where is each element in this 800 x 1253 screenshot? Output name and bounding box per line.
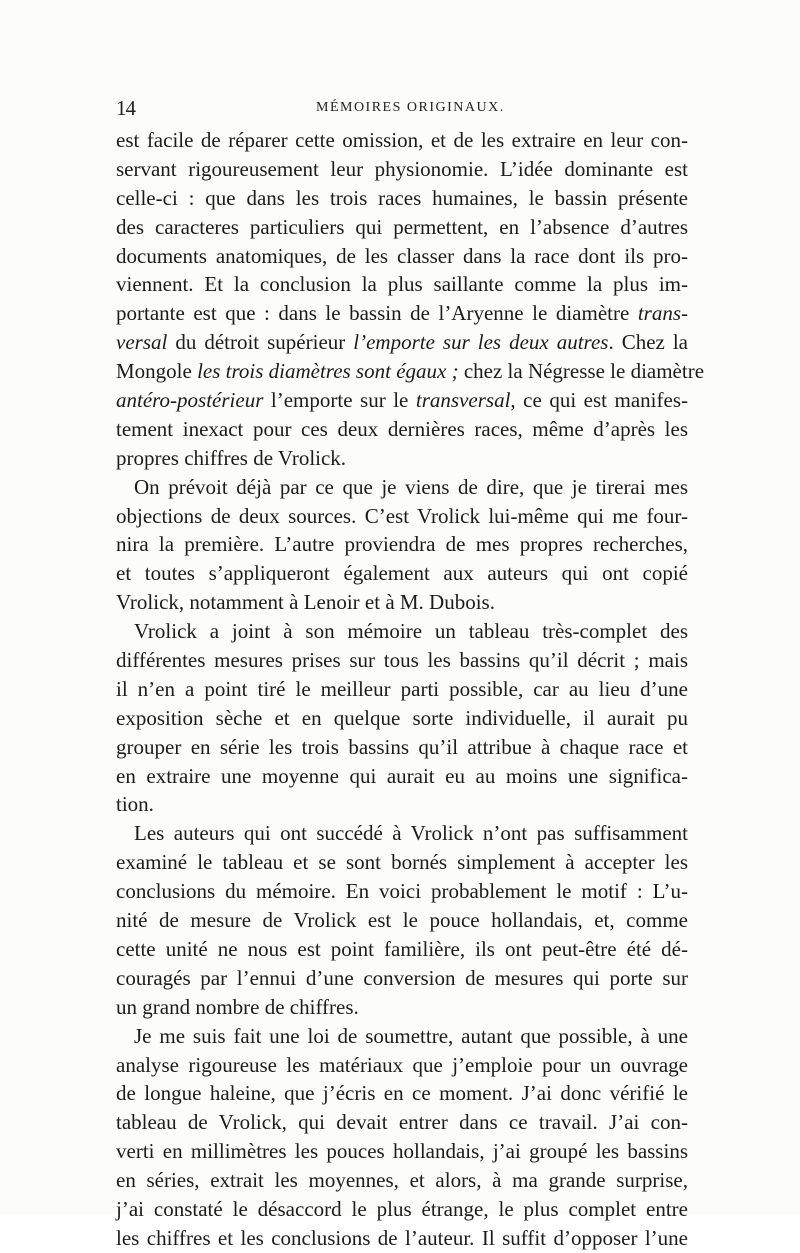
text-line (116, 906, 688, 935)
text-run: l’emporte sur le (263, 388, 416, 413)
text-run: Mongole (116, 359, 198, 384)
text-line (116, 559, 688, 588)
text-line (116, 530, 688, 559)
text-run: conclusions du mémoire. En voici probablement le motif : L’u- (116, 879, 688, 904)
italic-text: transversal (415, 388, 511, 413)
text-line (116, 675, 688, 704)
text-run: . Chez la (608, 330, 689, 355)
text-run: tion. (116, 792, 154, 817)
text-run: et toutes s’appliqueront également aux auteurs qui ont copié (116, 561, 688, 586)
text-line (116, 617, 688, 646)
text-line (116, 588, 688, 617)
text-line (116, 1022, 688, 1051)
text-run: grouper en série les trois bassins qu’il attribue à chaque race et (116, 734, 688, 759)
text-run: en extraire une moyenne qui aurait eu au moins une significa- (116, 763, 688, 788)
text-run: couragés par l’ennui d’une conversion de mesures qui porte sur (116, 965, 688, 990)
text-run: chez la Négresse le diamètre (458, 359, 705, 384)
text-run: est facile de réparer cette omission, et de les extraire en leur con- (116, 128, 688, 152)
text-run: examiné le tableau et se sont bornés simplement à accepter les (116, 850, 688, 875)
text-line (116, 386, 688, 415)
text-run: cette unité ne nous est point familière, ils ont peut-être été dé- (116, 936, 688, 961)
text-run: celle-ci : que dans les trois races humaines, le bassin présente (116, 185, 688, 210)
text-run: analyse rigoureuse les matériaux que j’emploie pour un ouvrage (116, 1052, 688, 1077)
text-line (116, 357, 705, 386)
text-line (116, 935, 688, 964)
text-line (116, 1079, 688, 1108)
text-run: viennent. Et la conclusion la plus saillante comme la plus im- (116, 272, 688, 297)
text-line (116, 762, 688, 791)
text-run: nité de mesure de Vrolick est le pouce hollandais, et, comme (116, 908, 688, 933)
text-line (116, 184, 688, 213)
text-run: Les auteurs qui ont succédé à Vrolick n’ont pas suffisamment (134, 821, 688, 846)
text-run: différentes mesures prises sur tous les bassins qu’il décrit ; mais (116, 648, 688, 673)
text-line (116, 473, 688, 502)
text-line (116, 328, 688, 357)
italic-text: antéro-postérieur (116, 388, 264, 413)
text-run: Vrolick a joint à son mémoire un tableau très-complet des (134, 619, 688, 644)
text-line (116, 444, 688, 473)
text-line (116, 126, 688, 155)
text-run: nira la première. L’autre proviendra de mes propres recherches, (116, 532, 688, 557)
page-number: 14 (116, 96, 135, 120)
text-run: documents anatomiques, de les classer dans la race dont ils pro- (116, 243, 688, 268)
italic-text: versal (116, 330, 168, 355)
text-line (116, 1224, 688, 1253)
text-run: du détroit supérieur (167, 330, 354, 355)
text-run: les chiffres et les conclusions de l’auteur. Il suffit d’opposer l’une (116, 1225, 688, 1250)
text-line (116, 155, 688, 184)
text-run: propres chiffres de Vrolick. (116, 445, 347, 470)
text-line (116, 1108, 688, 1137)
text-line (116, 1166, 688, 1195)
text-line (116, 242, 688, 271)
text-run: un grand nombre de chiffres. (116, 994, 359, 1019)
text-line (116, 790, 688, 819)
text-line (116, 213, 688, 242)
running-title: MÉMOIRES ORIGINAUX. (316, 100, 505, 115)
text-line (116, 819, 688, 848)
text-run: , ce qui est manifes- (510, 388, 688, 413)
text-run: Vrolick, notamment à Lenoir et à M. Dubois. (116, 590, 495, 615)
text-line (116, 1137, 688, 1166)
text-run: On prévoit déjà par ce que je viens de dire, que je tirerai mes (134, 474, 688, 499)
text-run: en séries, extrait les moyennes, et alors, à ma grande surprise, (116, 1168, 688, 1193)
text-line (116, 704, 688, 733)
text-run: j’ai constaté le désaccord le plus étrange, le plus complet entre (116, 1196, 688, 1221)
text-run: tement inexact pour ces deux dernières races, même d’après les (116, 416, 688, 441)
text-line (116, 733, 688, 762)
text-run: de longue haleine, que j’écris en ce moment. J’ai donc vérifié le (116, 1081, 688, 1106)
text-line (116, 270, 688, 299)
body-text (116, 126, 705, 1253)
text-line (116, 993, 688, 1022)
text-line (116, 964, 688, 993)
text-run: il n’en a point tiré le meilleur parti possible, car au lieu d’une (116, 676, 688, 701)
text-run: servant rigoureusement leur physionomie. L’idée dominante est (116, 156, 688, 181)
text-run: Je me suis fait une loi de soumettre, autant que possible, à une (134, 1023, 688, 1048)
page-header (116, 96, 688, 124)
text-run: tableau de Vrolick, qui devait entrer dans ce travail. J’ai con- (116, 1110, 688, 1135)
text-line (116, 299, 688, 328)
italic-text: les trois diamètres sont égaux ; (197, 359, 459, 384)
italic-text: trans- (637, 301, 688, 326)
text-line (116, 877, 688, 906)
text-run: objections de deux sources. C’est Vrolick lui-même qui me four- (116, 503, 688, 528)
text-run: verti en millimètres les pouces hollandais, j’ai groupé les bassins (116, 1139, 688, 1164)
text-run: exposition sèche et en quelque sorte individuelle, il aurait pu (116, 705, 688, 730)
text-line (116, 1051, 688, 1080)
text-line (116, 415, 688, 444)
text-line (116, 502, 688, 531)
text-line (116, 646, 688, 675)
text-run: portante est que : dans le bassin de l’Aryenne le diamètre (116, 301, 638, 326)
text-line (116, 1195, 688, 1224)
text-run: des caracteres particuliers qui permettent, en l’absence d’autres (116, 214, 688, 239)
text-line (116, 848, 688, 877)
italic-text: l’emporte sur les deux autres (353, 330, 609, 355)
